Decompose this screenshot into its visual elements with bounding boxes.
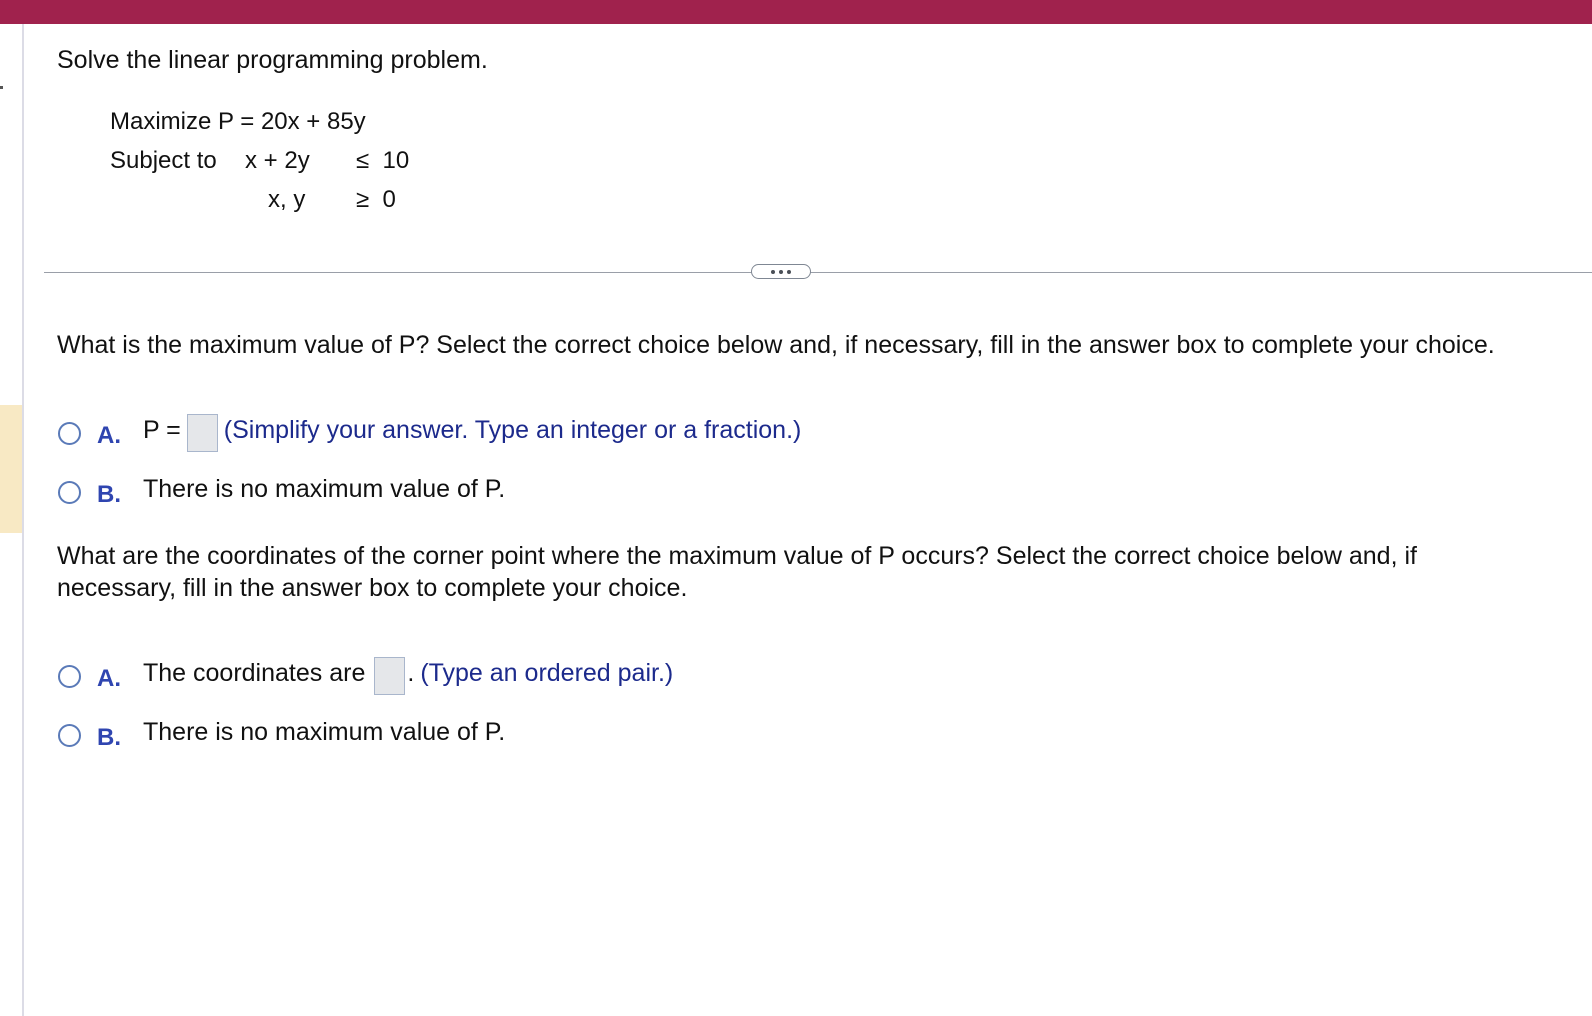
choice-letter: B. bbox=[97, 724, 121, 751]
section-divider bbox=[44, 272, 1592, 273]
answer-hint: (Simplify your answer. Type an integer or a fraction.) bbox=[223, 415, 802, 444]
coordinates-label: The coordinates are bbox=[143, 658, 366, 687]
objective-function: Maximize P = 20x + 85y bbox=[110, 108, 366, 135]
constraint1-rhs: 10 bbox=[382, 147, 410, 174]
question2-choice-a-radio[interactable] bbox=[58, 665, 81, 688]
answer-hint: (Type an ordered pair.) bbox=[420, 658, 674, 687]
question1-choice-b-radio[interactable] bbox=[58, 481, 81, 504]
constraint2-operator: ≥ bbox=[356, 186, 370, 213]
ellipsis-icon bbox=[771, 270, 775, 274]
constraint1-operator: ≤ bbox=[356, 147, 370, 174]
constraint1-inequality bbox=[356, 141, 409, 180]
left-border bbox=[22, 24, 24, 1016]
question2-choice-b[interactable] bbox=[58, 715, 505, 755]
question2-choice-b-radio[interactable] bbox=[58, 724, 81, 747]
constraint2-lhs: x, y bbox=[268, 186, 306, 213]
constraint2-rhs: 0 bbox=[382, 186, 396, 213]
left-tick-mark bbox=[0, 86, 3, 89]
p-equals-label: P = bbox=[143, 415, 181, 444]
choice-letter: A. bbox=[97, 422, 121, 449]
choice-b-text: There is no maximum value of P. bbox=[143, 474, 506, 503]
question2-prompt: What are the coordinates of the corner point where the maximum value of P occurs? Select the correct choice below and, if necessary, fill in the answer box to complete your choice. bbox=[57, 542, 1417, 602]
instruction-text: Solve the linear programming problem. bbox=[57, 46, 488, 74]
question1-choice-a-radio[interactable] bbox=[58, 422, 81, 445]
left-highlight-marker bbox=[0, 405, 22, 533]
constraint2-inequality bbox=[356, 180, 396, 219]
choice-letter: A. bbox=[97, 665, 121, 692]
constraint1-lhs: x + 2y bbox=[245, 147, 310, 174]
ellipsis-icon bbox=[779, 270, 783, 274]
question2-choice-a[interactable] bbox=[58, 656, 673, 696]
coordinates-input[interactable] bbox=[374, 657, 405, 695]
choice-b-text: There is no maximum value of P. bbox=[143, 717, 506, 746]
question1-choice-b[interactable] bbox=[58, 472, 505, 512]
ellipsis-icon bbox=[787, 270, 791, 274]
top-banner bbox=[0, 0, 1592, 24]
coordinates-suffix: . bbox=[407, 658, 415, 687]
expand-more-button[interactable] bbox=[751, 264, 811, 279]
question1-choice-a[interactable] bbox=[58, 413, 801, 453]
subject-to-label: Subject to bbox=[110, 147, 217, 174]
choice-letter: B. bbox=[97, 481, 121, 508]
question1-prompt: What is the maximum value of P? Select the correct choice below and, if necessary, fill in the answer box to complete your choice. bbox=[57, 331, 1495, 359]
p-value-input[interactable] bbox=[187, 414, 218, 452]
